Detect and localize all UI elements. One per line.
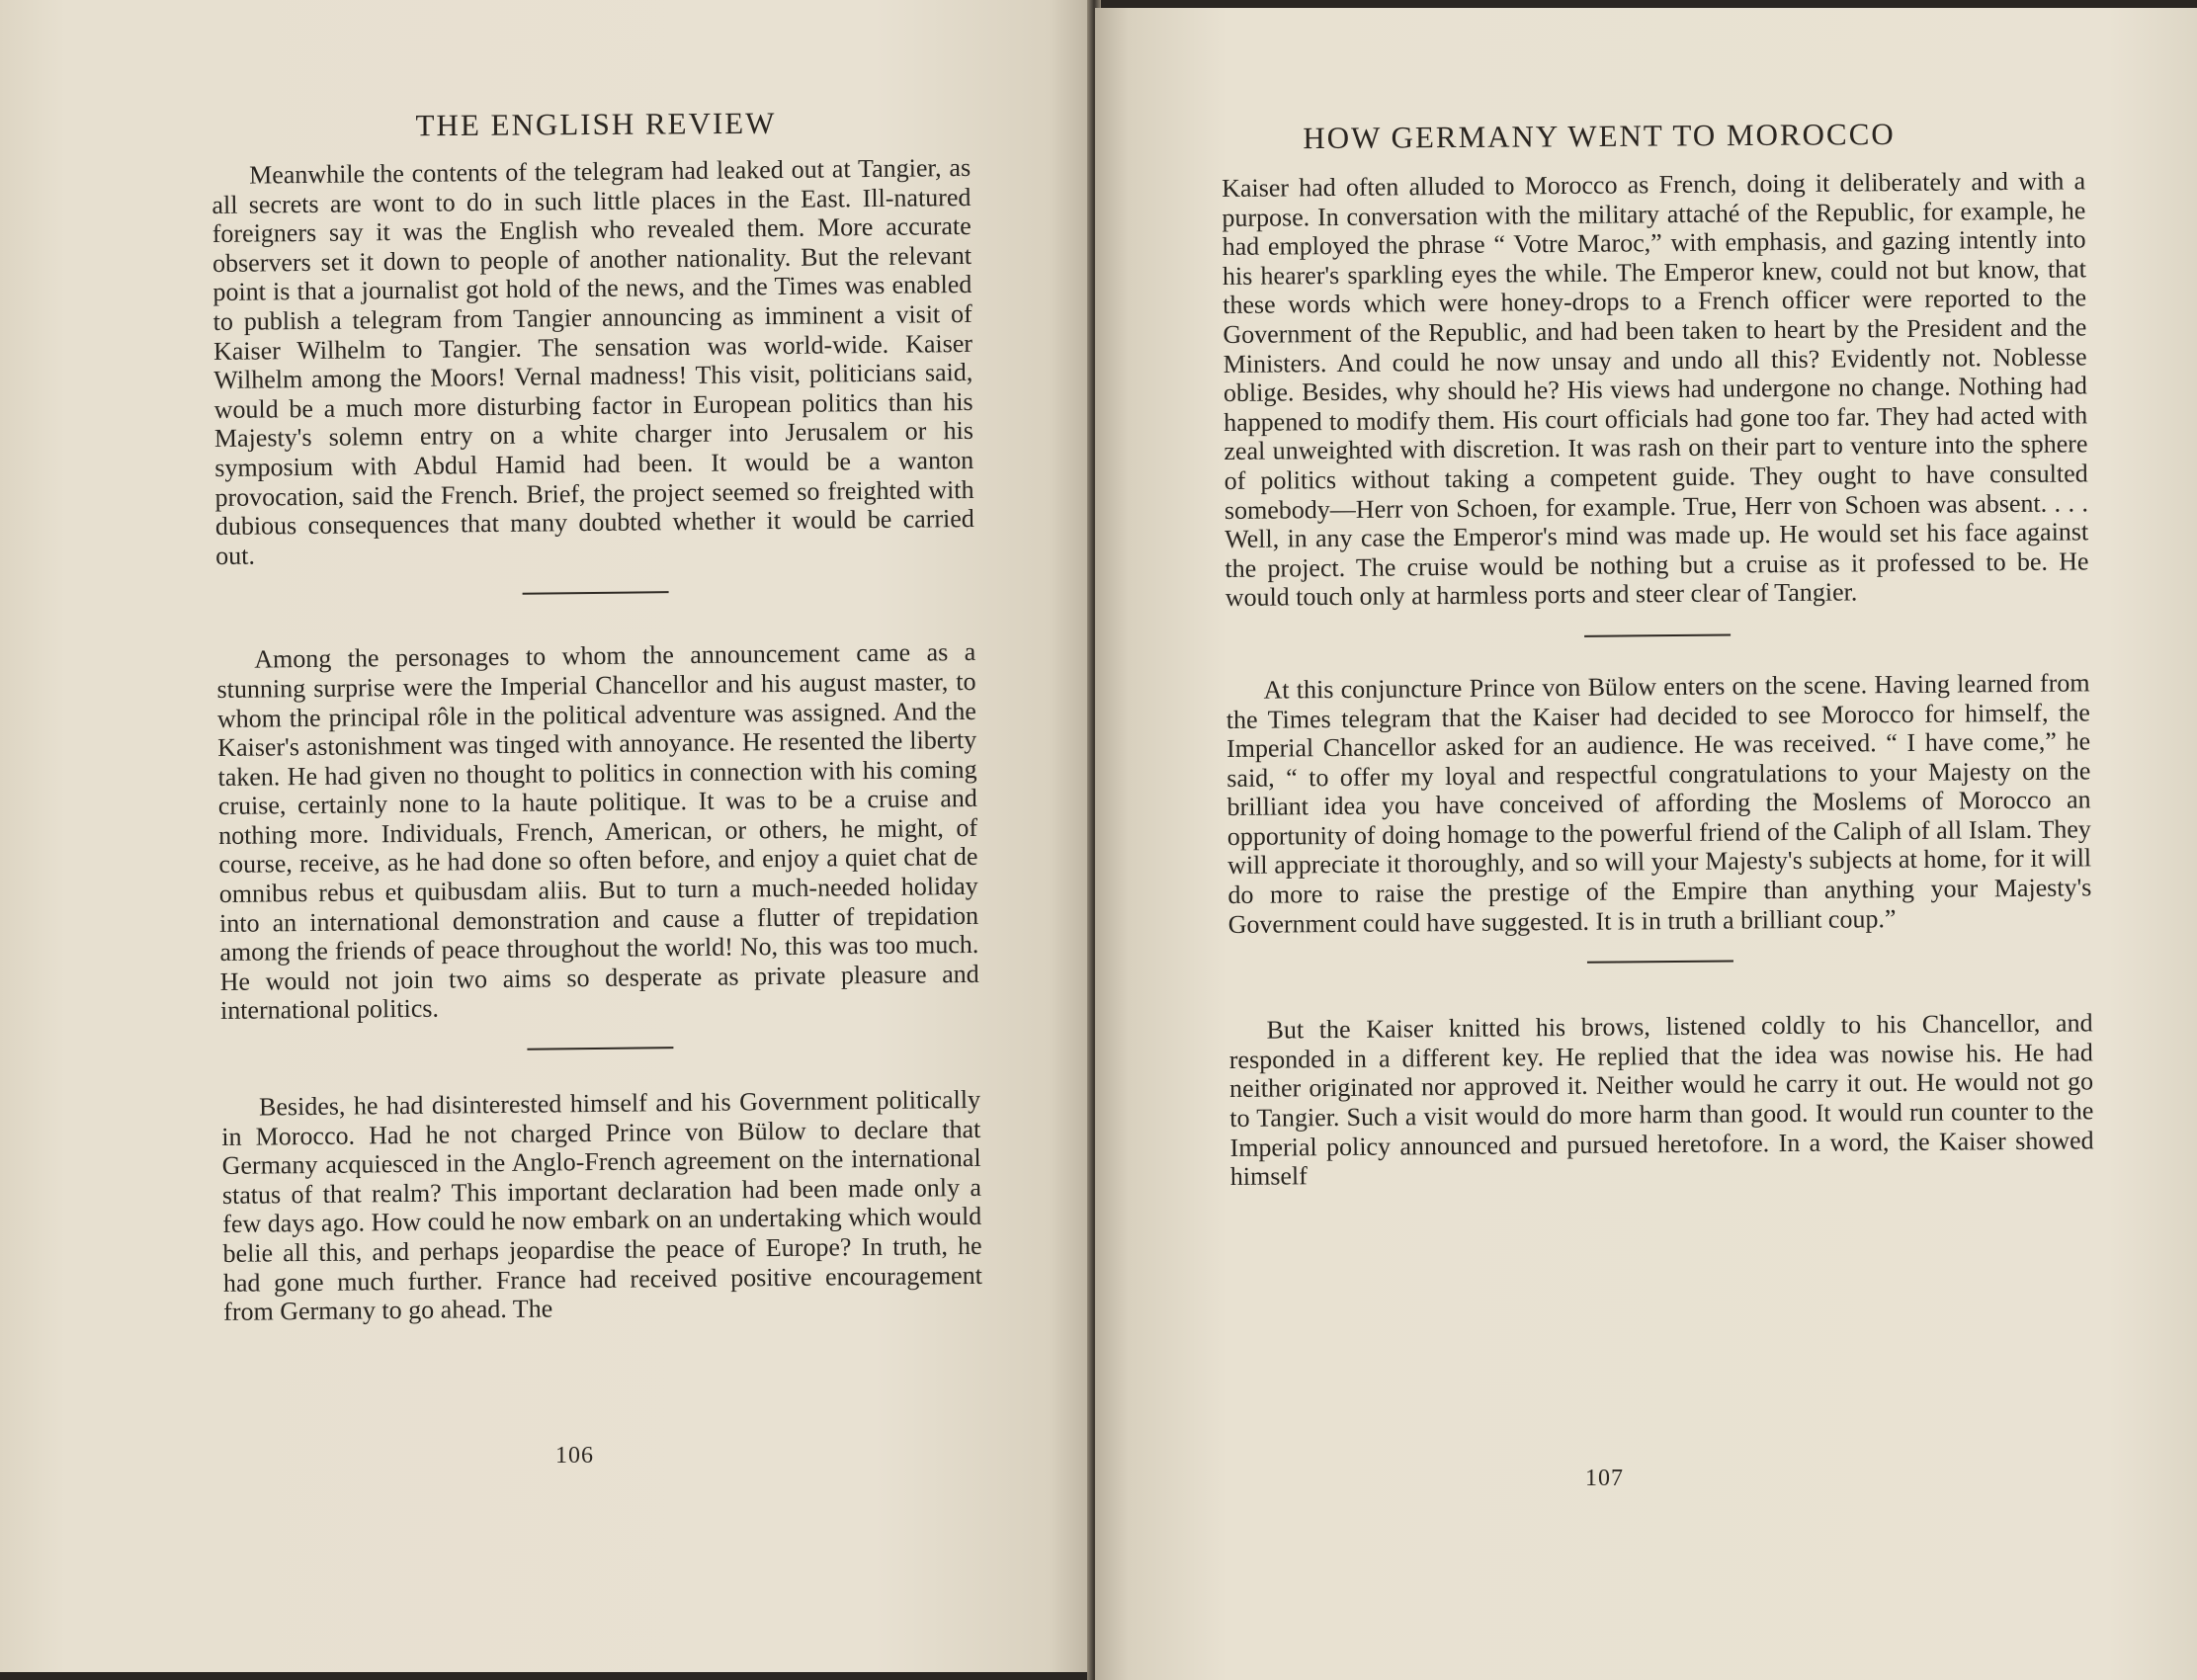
paragraph: But the Kaiser knitted his brows, listened coldly to his Chancellor, and responded in a different key. He replied that the idea was nowise his. He had neither originated nor approved it. Neither would he carry it out. He would not go to Tangier. Such a visit would do more harm than good. It would run counter to the Imperial policy announced and pursued heretofore. In a word, the Kaiser showed himself	[1228, 1008, 2094, 1192]
paragraph: Besides, he had disinterested himself and his Government politically in Morocco. Had he not charged Prince von Bülow to declare that Germany acquiesced in the Anglo-French agreement on the international status of that realm? This important declaration had been made only a few days ago. How could he now embark on an undertaking which would belie all this, and perhaps jeopardise the peace of Europe? In truth, he had gone much further. France had received positive encouragement from Germany to go ahead. The	[221, 1084, 982, 1327]
right-text-block	[1222, 166, 2094, 1191]
section-rule	[1584, 633, 1731, 636]
paragraph: Kaiser had often alluded to Morocco as French, doing it deliberately and with a purpose. In conversation with the military attaché of the Republic, for example, he had employed the phrase “ Votre Maroc,” with emphasis, and gazing intently into his hearer's sparkling eyes the while. The Emperor knew, could not but know, that these words which were honey-drops to a French officer were reported to the Government of the Republic, and had been taken to heart by the President and the Ministers. And could he now unsay and undo all this? Evidently not. Noblesse oblige. Besides, why should he? His views had undergone no change. Nothing had happened to modify them. His court officials had gone too far. They had acted with zeal unweighted with discretion. It was rash on their part to venture into the sphere of politics without taking a competent guide. They ought to have consulted somebody—Herr von Schoen, for example. True, Herr von Schoen was absent. . . . Well, in any case the Emperor's mind was made up. He would set his face against the project. The cruise would be nothing but a cruise as it professed to be. He would touch only at harmless ports and steer clear of Tangier.	[1222, 166, 2089, 613]
paragraph: Meanwhile the contents of the telegram had leaked out at Tangier, as all secrets are wont to do in such little places in the East. Ill-natured foreigners say it was the English who revealed them. More accurate observers set it down to people of another nationality. But the relevant point is that a journalist got hold of the news, and the Times was enabled to publish a telegram from Tangier announcing as imminent a visit of Kaiser Wilhelm to Tangier. The sensation was world-wide. Kaiser Wilhelm among the Moors! Vernal madness! This visit, politicians said, would be a much more disturbing factor in European politics than his Majesty's solemn entry on a white charger into Jerusalem or his symposium with Abdul Hamid had been. It would be a wanton provocation, said the French. Brief, the project seemed so freighted with dubious consequences that many doubted whether it would be carried out.	[211, 152, 974, 570]
paragraph: At this conjuncture Prince von Bülow enters on the scene. Having learned from the Times telegram that the Kaiser had decided to see Morocco for himself, the Imperial Chancellor asked for an audience. He was received. “ I have come,” he said, “ to offer my loyal and respectful congratulations to your Majesty on the brilliant idea you have conceived of affording the Moslems of Morocco an opportunity of doing homage to the powerful friend of the Caliph of all Islam. They will appreciate it thoroughly, and so will your Majesty's subjects at home, for it will do more to raise the prestige of the Empire than anything your Majesty's Government could have suggested. It is in truth a brilliant coup.”	[1225, 668, 2092, 939]
section-rule	[527, 1047, 673, 1050]
page-number-left: 106	[555, 1443, 594, 1469]
page-number-right: 107	[1585, 1466, 1624, 1491]
paragraph: Among the personages to whom the announcement came as a stunning surprise were the Imperial Chancellor and his august master, to whom the principal rôle in the political adventure was assigned. And the Kaiser's astonishment was tinged with annoyance. He resented the liberty taken. He had given no thought to politics in connection with his coming cruise, certainly none to la haute politique. It was to be a cruise and nothing more. Individuals, French, American, or others, he might, of course, receive, as he had done so often before, and enjoy a quiet chat de omnibus rebus et quibusdam aliis. But to turn a much-needed holiday into an international demonstration and cause a flutter of trepidation among the friends of peace throughout the world! No, this was too much. He would not join two aims so desperate as private pleasure and international politics.	[216, 637, 979, 1026]
section-rule	[523, 591, 669, 595]
left-page	[0, 0, 1093, 1672]
left-text-block	[211, 153, 982, 1327]
right-page	[1095, 8, 2197, 1680]
running-head-right: HOW GERMANY WENT TO MOROCCO	[1303, 116, 1896, 156]
running-head-left: THE ENGLISH REVIEW	[415, 105, 777, 143]
section-rule	[1587, 961, 1733, 964]
